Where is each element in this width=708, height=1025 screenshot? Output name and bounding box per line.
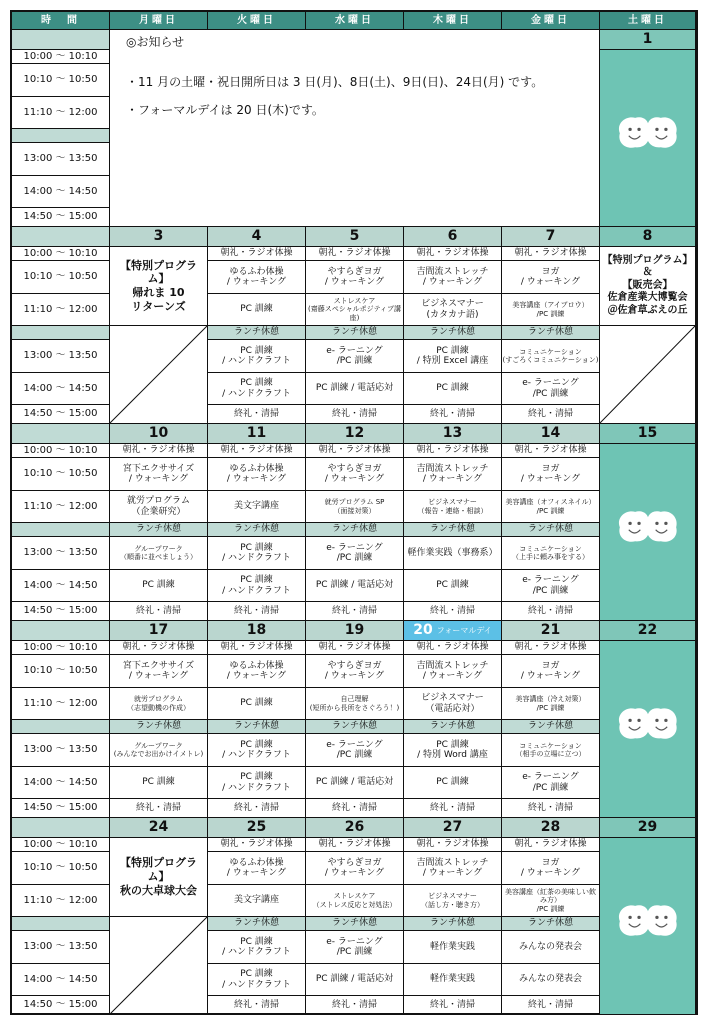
schedule-cell: PC 訓練 bbox=[110, 767, 208, 799]
time-slot: 11:10 ～ 12:00 bbox=[12, 688, 110, 720]
schedule-cell: ランチ休憩 bbox=[502, 917, 600, 931]
monthly-schedule-calendar bbox=[10, 10, 698, 1015]
saturday-special-program: 【特別プログラム】 ＆ 【販売会】 佐倉産業大博覧会 ＠佐倉草ぶえの丘 bbox=[600, 247, 696, 326]
schedule-cell: e- ラーニング /PC 訓練 bbox=[306, 537, 404, 570]
schedule-cell: 朝礼・ラジオ体操 bbox=[306, 641, 404, 655]
date-number bbox=[208, 424, 306, 444]
schedule-cell: ランチ休憩 bbox=[306, 326, 404, 340]
schedule-cell: e- ラーニング /PC 訓練 bbox=[306, 340, 404, 373]
date-number bbox=[404, 227, 502, 247]
date-number-text: 25 bbox=[246, 819, 267, 836]
schedule-cell: コミュニケーション （上手に頼み事をする） bbox=[502, 537, 600, 570]
schedule-cell: ストレスケア （ストレス反応と対処法） bbox=[306, 885, 404, 917]
time-slot: 13:00 ～ 13:50 bbox=[12, 340, 110, 373]
time-slot: 14:00 ～ 14:50 bbox=[12, 373, 110, 405]
time-slot: 11:10 ～ 12:00 bbox=[12, 885, 110, 917]
monday-special-program: 【特別プログラム】 帰れま 10 リターンズ bbox=[110, 247, 208, 326]
schedule-cell: PC 訓練 / 電話応対 bbox=[306, 373, 404, 405]
schedule-cell: ランチ休憩 bbox=[502, 326, 600, 340]
schedule-cell: 朝礼・ラジオ体操 bbox=[404, 641, 502, 655]
schedule-cell: e- ラーニング /PC 訓練 bbox=[502, 767, 600, 799]
time-slot: 11:10 ～ 12:00 bbox=[12, 97, 110, 129]
schedule-cell: ヨガ / ウォーキング bbox=[502, 655, 600, 688]
schedule-cell: PC 訓練 bbox=[404, 767, 502, 799]
saturday-date: 8 bbox=[600, 227, 696, 247]
schedule-cell: 終礼・清掃 bbox=[208, 799, 306, 818]
date-number bbox=[306, 227, 404, 247]
schedule-cell: 吉間流ストレッチ / ウォーキング bbox=[404, 655, 502, 688]
holiday-label: フォーマルデイ bbox=[436, 625, 492, 635]
time-slot: 13:00 ～ 13:50 bbox=[12, 931, 110, 964]
schedule-cell: 美容講座（紅茶の美味しい飲み方） /PC 訓練 bbox=[502, 885, 600, 917]
date-number bbox=[306, 424, 404, 444]
time-band bbox=[12, 621, 110, 641]
date-number-text: 5 bbox=[349, 228, 360, 245]
schedule-cell: e- ラーニング /PC 訓練 bbox=[502, 373, 600, 405]
schedule-cell: PC 訓練 / ハンドクラフト bbox=[208, 570, 306, 602]
schedule-cell: PC 訓練 bbox=[404, 373, 502, 405]
schedule-cell: やすらぎヨガ / ウォーキング bbox=[306, 655, 404, 688]
schedule-cell: PC 訓練 / 特別 Word 講座 bbox=[404, 734, 502, 767]
date-number-text: 11 bbox=[246, 425, 267, 442]
schedule-cell: ランチ休憩 bbox=[404, 720, 502, 734]
time-slot: 10:00 ～ 10:10 bbox=[12, 247, 110, 261]
schedule-cell: 終礼・清掃 bbox=[208, 602, 306, 621]
schedule-cell: グループワーク （順番に並べましょう） bbox=[110, 537, 208, 570]
schedule-cell: 終礼・清掃 bbox=[110, 602, 208, 621]
schedule-cell: 朝礼・ラジオ体操 bbox=[208, 838, 306, 852]
date-number-text: 4 bbox=[251, 228, 262, 245]
schedule-cell: ランチ休憩 bbox=[208, 326, 306, 340]
notice-box bbox=[110, 30, 600, 227]
notice-title: ◎お知らせ bbox=[126, 35, 185, 49]
schedule-cell: ゆるふわ体操 / ウォーキング bbox=[208, 261, 306, 294]
schedule-cell: 終礼・清掃 bbox=[306, 602, 404, 621]
date-number-text: 14 bbox=[540, 425, 561, 442]
diagonal-strike bbox=[110, 917, 207, 1014]
schedule-cell: PC 訓練 bbox=[404, 570, 502, 602]
schedule-cell: 終礼・清掃 bbox=[306, 405, 404, 424]
diagonal-strike bbox=[600, 326, 695, 423]
time-slot: 10:10 ～ 10:50 bbox=[12, 655, 110, 688]
schedule-cell: ゆるふわ体操 / ウォーキング bbox=[208, 458, 306, 491]
smiling-cloud-icon bbox=[616, 705, 680, 742]
schedule-cell: ランチ休憩 bbox=[110, 523, 208, 537]
schedule-cell: ビジネスマナー (カタカナ語) bbox=[404, 294, 502, 326]
date-number-text: 6 bbox=[447, 228, 458, 245]
notice-line: ・フォーマルデイは 20 日(木)です。 bbox=[126, 102, 324, 117]
time-band bbox=[12, 523, 110, 537]
schedule-cell: 吉間流ストレッチ / ウォーキング bbox=[404, 458, 502, 491]
schedule-cell: 終礼・清掃 bbox=[404, 996, 502, 1015]
schedule-cell: 朝礼・ラジオ体操 bbox=[502, 444, 600, 458]
schedule-cell: みんなの発表会 bbox=[502, 931, 600, 964]
time-slot: 13:00 ～ 13:50 bbox=[12, 537, 110, 570]
saturday-date: 15 bbox=[600, 424, 696, 444]
header-day: 火曜日 bbox=[208, 12, 306, 30]
date-number-text: 10 bbox=[148, 425, 169, 442]
schedule-cell: 就労プログラム （企業研究） bbox=[110, 491, 208, 523]
schedule-cell: 朝礼・ラジオ体操 bbox=[404, 838, 502, 852]
date-number-text: 3 bbox=[153, 228, 164, 245]
saturday-date: 29 bbox=[600, 818, 696, 838]
time-slot: 14:50 ～ 15:00 bbox=[12, 799, 110, 818]
schedule-cell: e- ラーニング /PC 訓練 bbox=[306, 734, 404, 767]
diagonal-strike bbox=[110, 326, 207, 423]
time-slot: 11:10 ～ 12:00 bbox=[12, 294, 110, 326]
time-slot: 14:00 ～ 14:50 bbox=[12, 964, 110, 996]
date-number-text: 18 bbox=[246, 622, 267, 639]
schedule-cell: PC 訓練 / ハンドクラフト bbox=[208, 964, 306, 996]
header-day: 金曜日 bbox=[502, 12, 600, 30]
time-band bbox=[12, 326, 110, 340]
date-number-text: 12 bbox=[344, 425, 365, 442]
date-number-text: 13 bbox=[442, 425, 463, 442]
schedule-cell: ビジネスマナー （報告・連絡・相談） bbox=[404, 491, 502, 523]
schedule-cell: 終礼・清掃 bbox=[306, 996, 404, 1015]
smiling-cloud-icon bbox=[616, 508, 680, 545]
schedule-cell: PC 訓練 / ハンドクラフト bbox=[208, 537, 306, 570]
schedule-cell: 美容講座（オフィスネイル） /PC 訓練 bbox=[502, 491, 600, 523]
date-number bbox=[404, 424, 502, 444]
schedule-cell: 宮下エクササイズ / ウォーキング bbox=[110, 655, 208, 688]
schedule-cell: 終礼・清掃 bbox=[208, 405, 306, 424]
time-slot: 14:00 ～ 14:50 bbox=[12, 176, 110, 208]
schedule-cell: ヨガ / ウォーキング bbox=[502, 261, 600, 294]
schedule-cell: e- ラーニング /PC 訓練 bbox=[502, 570, 600, 602]
schedule-cell: 朝礼・ラジオ体操 bbox=[208, 247, 306, 261]
time-slot: 10:10 ～ 10:50 bbox=[12, 852, 110, 885]
saturday-date: 22 bbox=[600, 621, 696, 641]
schedule-cell: PC 訓練 / ハンドクラフト bbox=[208, 931, 306, 964]
schedule-cell: コミュニケーション （相手の立場に立つ） bbox=[502, 734, 600, 767]
schedule-cell: 終礼・清掃 bbox=[404, 602, 502, 621]
schedule-cell: 朝礼・ラジオ体操 bbox=[306, 444, 404, 458]
time-slot: 14:00 ～ 14:50 bbox=[12, 570, 110, 602]
time-slot: 14:50 ～ 15:00 bbox=[12, 208, 110, 227]
schedule-cell: PC 訓練 / ハンドクラフト bbox=[208, 373, 306, 405]
date-number bbox=[306, 621, 404, 641]
schedule-cell: 終礼・清掃 bbox=[502, 602, 600, 621]
time-slot: 13:00 ～ 13:50 bbox=[12, 143, 110, 176]
date-number-text: 21 bbox=[540, 622, 561, 639]
smiling-cloud-icon bbox=[616, 114, 680, 151]
schedule-cell: PC 訓練 / 電話応対 bbox=[306, 570, 404, 602]
date-number bbox=[404, 621, 502, 641]
monday-special-program: 【特別プログラム】 秋の大卓球大会 bbox=[110, 838, 208, 917]
schedule-cell: 朝礼・ラジオ体操 bbox=[404, 444, 502, 458]
schedule-cell: ビジネスマナー （電話応対） bbox=[404, 688, 502, 720]
date-number bbox=[502, 227, 600, 247]
schedule-cell: ランチ休憩 bbox=[306, 917, 404, 931]
schedule-cell: 美文字講座 bbox=[208, 491, 306, 523]
date-number bbox=[110, 818, 208, 838]
schedule-cell: ランチ休憩 bbox=[404, 326, 502, 340]
schedule-cell: 吉間流ストレッチ / ウォーキング bbox=[404, 261, 502, 294]
schedule-cell: 終礼・清掃 bbox=[404, 799, 502, 818]
schedule-cell: PC 訓練 bbox=[208, 688, 306, 720]
schedule-cell: PC 訓練 / 電話応対 bbox=[306, 767, 404, 799]
schedule-cell: PC 訓練 bbox=[110, 570, 208, 602]
schedule-cell: 朝礼・ラジオ体操 bbox=[502, 247, 600, 261]
schedule-cell: PC 訓練 / ハンドクラフト bbox=[208, 767, 306, 799]
schedule-cell: ランチ休憩 bbox=[208, 523, 306, 537]
schedule-cell: ランチ休憩 bbox=[502, 720, 600, 734]
schedule-cell: みんなの発表会 bbox=[502, 964, 600, 996]
schedule-cell: 終礼・清掃 bbox=[502, 799, 600, 818]
schedule-cell: 朝礼・ラジオ体操 bbox=[306, 838, 404, 852]
time-band bbox=[12, 424, 110, 444]
date-number bbox=[208, 621, 306, 641]
time-band bbox=[12, 818, 110, 838]
time-slot: 14:00 ～ 14:50 bbox=[12, 767, 110, 799]
date-number-text: 24 bbox=[148, 819, 169, 836]
schedule-cell: 軽作業実践（事務系） bbox=[404, 537, 502, 570]
saturday-date: 1 bbox=[600, 30, 696, 50]
date-number bbox=[502, 621, 600, 641]
schedule-cell: 宮下エクササイズ / ウォーキング bbox=[110, 458, 208, 491]
schedule-cell: ランチ休憩 bbox=[208, 917, 306, 931]
date-number-text: 20 bbox=[413, 622, 433, 639]
schedule-cell: ゆるふわ体操 / ウォーキング bbox=[208, 655, 306, 688]
schedule-cell: やすらぎヨガ / ウォーキング bbox=[306, 852, 404, 885]
schedule-cell: ランチ休憩 bbox=[306, 720, 404, 734]
date-number-text: 27 bbox=[442, 819, 463, 836]
time-band bbox=[12, 227, 110, 247]
time-slot: 10:10 ～ 10:50 bbox=[12, 458, 110, 491]
time-slot: 10:00 ～ 10:10 bbox=[12, 838, 110, 852]
time-band bbox=[12, 30, 110, 50]
schedule-cell: やすらぎヨガ / ウォーキング bbox=[306, 458, 404, 491]
time-slot: 10:00 ～ 10:10 bbox=[12, 641, 110, 655]
schedule-cell: ヨガ / ウォーキング bbox=[502, 458, 600, 491]
time-slot: 11:10 ～ 12:00 bbox=[12, 491, 110, 523]
schedule-cell: 朝礼・ラジオ体操 bbox=[306, 247, 404, 261]
date-number bbox=[306, 818, 404, 838]
schedule-cell: 朝礼・ラジオ体操 bbox=[404, 247, 502, 261]
schedule-cell: 終礼・清掃 bbox=[110, 799, 208, 818]
schedule-cell: PC 訓練 / ハンドクラフト bbox=[208, 734, 306, 767]
date-number bbox=[110, 424, 208, 444]
time-slot: 10:00 ～ 10:10 bbox=[12, 50, 110, 64]
date-number bbox=[404, 818, 502, 838]
date-number bbox=[208, 227, 306, 247]
schedule-cell: やすらぎヨガ / ウォーキング bbox=[306, 261, 404, 294]
header-day: 木曜日 bbox=[404, 12, 502, 30]
schedule-cell: ランチ休憩 bbox=[404, 917, 502, 931]
schedule-cell: 美文字講座 bbox=[208, 885, 306, 917]
date-number bbox=[502, 424, 600, 444]
schedule-cell: 朝礼・ラジオ体操 bbox=[502, 641, 600, 655]
schedule-cell: ランチ休憩 bbox=[306, 523, 404, 537]
header-day: 水曜日 bbox=[306, 12, 404, 30]
schedule-cell: 朝礼・ラジオ体操 bbox=[502, 838, 600, 852]
time-slot: 10:10 ～ 10:50 bbox=[12, 64, 110, 97]
schedule-cell: 朝礼・ラジオ体操 bbox=[110, 641, 208, 655]
schedule-cell: 朝礼・ラジオ体操 bbox=[208, 641, 306, 655]
schedule-cell: ランチ休憩 bbox=[110, 720, 208, 734]
notice-line: ・11 月の土曜・祝日開所日は 3 日(月)、8日(土)、9日(日)、24日(月) です。 bbox=[126, 74, 544, 89]
schedule-cell: PC 訓練 / ハンドクラフト bbox=[208, 340, 306, 373]
date-number bbox=[110, 621, 208, 641]
schedule-cell: 美容講座（アイブロウ） /PC 訓練 bbox=[502, 294, 600, 326]
schedule-cell: e- ラーニング /PC 訓練 bbox=[306, 931, 404, 964]
time-slot: 10:00 ～ 10:10 bbox=[12, 444, 110, 458]
schedule-cell: 終礼・清掃 bbox=[208, 996, 306, 1015]
time-slot: 14:50 ～ 15:00 bbox=[12, 602, 110, 621]
schedule-cell: PC 訓練 / 電話応対 bbox=[306, 964, 404, 996]
schedule-cell: 朝礼・ラジオ体操 bbox=[110, 444, 208, 458]
date-number-text: 7 bbox=[545, 228, 556, 245]
schedule-cell: 朝礼・ラジオ体操 bbox=[208, 444, 306, 458]
schedule-cell: PC 訓練 bbox=[208, 294, 306, 326]
date-number bbox=[110, 227, 208, 247]
schedule-cell: ランチ休憩 bbox=[208, 720, 306, 734]
time-slot: 14:50 ～ 15:00 bbox=[12, 996, 110, 1015]
smiling-cloud-icon bbox=[616, 902, 680, 939]
schedule-cell: 自己理解 (短所から長所をさぐろう！) bbox=[306, 688, 404, 720]
time-band bbox=[12, 720, 110, 734]
time-slot: 10:10 ～ 10:50 bbox=[12, 261, 110, 294]
schedule-cell: 軽作業実践 bbox=[404, 964, 502, 996]
header-day: 月曜日 bbox=[110, 12, 208, 30]
date-number-text: 28 bbox=[540, 819, 561, 836]
schedule-cell: 就労プログラム SP （面接対策） bbox=[306, 491, 404, 523]
header-day: 土曜日 bbox=[600, 12, 696, 30]
schedule-cell: 就労プログラム （志望動機の作成） bbox=[110, 688, 208, 720]
schedule-cell: 終礼・清掃 bbox=[502, 996, 600, 1015]
schedule-cell: ランチ休憩 bbox=[404, 523, 502, 537]
schedule-cell: ストレスケア (齋藤スペシャルポジティブ講座) bbox=[306, 294, 404, 326]
date-number-text: 19 bbox=[344, 622, 365, 639]
date-number bbox=[502, 818, 600, 838]
schedule-cell: 吉間流ストレッチ / ウォーキング bbox=[404, 852, 502, 885]
schedule-cell: 終礼・清掃 bbox=[306, 799, 404, 818]
header-time: 時 間 bbox=[12, 12, 110, 30]
time-slot: 14:50 ～ 15:00 bbox=[12, 405, 110, 424]
time-band bbox=[12, 917, 110, 931]
time-band bbox=[12, 129, 110, 143]
schedule-cell: ヨガ / ウォーキング bbox=[502, 852, 600, 885]
date-number bbox=[208, 818, 306, 838]
date-number-text: 26 bbox=[344, 819, 365, 836]
schedule-cell: 終礼・清掃 bbox=[404, 405, 502, 424]
schedule-cell: 軽作業実践 bbox=[404, 931, 502, 964]
schedule-cell: グループワーク (みんなでお出かけイメトレ) bbox=[110, 734, 208, 767]
schedule-cell: コミュニケーション (すごろくコミュニケーション) bbox=[502, 340, 600, 373]
schedule-cell: PC 訓練 / 特別 Excel 講座 bbox=[404, 340, 502, 373]
date-number-text: 17 bbox=[148, 622, 169, 639]
time-slot: 13:00 ～ 13:50 bbox=[12, 734, 110, 767]
schedule-cell: 終礼・清掃 bbox=[502, 405, 600, 424]
schedule-cell: ビジネスマナー （話し方・聴き方） bbox=[404, 885, 502, 917]
schedule-cell: 美容講座（冷え対策） /PC 訓練 bbox=[502, 688, 600, 720]
schedule-cell: ゆるふわ体操 / ウォーキング bbox=[208, 852, 306, 885]
schedule-cell: ランチ休憩 bbox=[502, 523, 600, 537]
